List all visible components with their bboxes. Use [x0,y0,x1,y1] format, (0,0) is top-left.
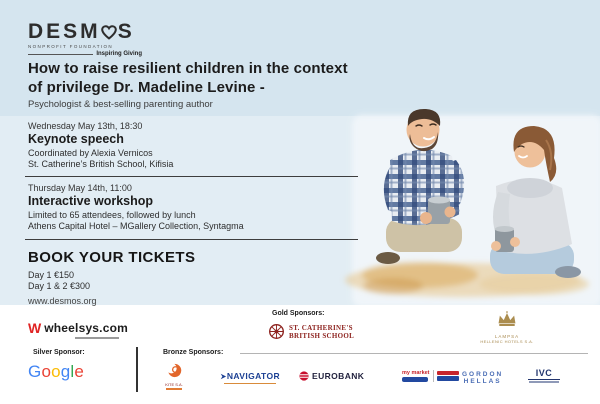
keynote-detail-1: Coordinated by Alexia Vernicos [28,148,153,158]
my-market-subtext-bar-blue [437,376,459,381]
workshop-title: Interactive workshop [28,194,154,208]
logo-text-end: S [117,20,135,43]
workshop-detail-1: Limited to 65 attendees, followed by lunch [28,210,196,220]
logo-tagline: NONPROFIT FOUNDATION [28,44,114,49]
footer-vertical-divider [136,347,138,392]
eurobank-logo [299,371,364,381]
wheelsys-logo [28,320,128,336]
speaker-subtitle: Psychologist & best-selling parenting author [28,99,213,110]
keynote-title: Keynote speech [28,132,124,146]
logo-slogan: Inspiring Giving [96,51,142,57]
father-son-illustration [338,100,600,305]
my-market-divider [433,370,434,382]
bronze-divider-rule [240,353,588,354]
gold-sponsors-label: Gold Sponsors: [272,310,325,317]
keynote-detail-2: St. Catherine’s British School, Kifisia [28,159,174,169]
eurobank-text: EUROBANK [312,371,365,381]
my-market-badge [402,377,428,382]
section-divider-2 [25,239,358,240]
navigator-arrow-icon [220,372,227,381]
crown-icon [494,311,520,328]
title-line-1: How to raise resilient children in the context [28,60,348,77]
logo-text-start: DESM [28,20,101,43]
page-title [28,59,348,97]
kite-subtext-bar [166,388,182,390]
ivc-logo [527,369,561,383]
silver-sponsor-label: Silver Sponsor: [33,349,85,356]
wheelsys-text: wheelsys.com [44,321,128,335]
lampsa-line2: HELLENIC HOTELS S.A. [480,339,534,344]
my-market-subtext-bar-red [437,371,459,375]
navigator-text: NAVIGATOR [226,371,280,381]
website-link[interactable]: www.desmos.org [28,296,97,306]
kite-text: KITE S.A. [165,382,183,387]
lampsa-logo [478,311,536,344]
gordon-hellas-logo [462,371,503,385]
my-market-text: my market [402,370,430,376]
ivc-subtext-bar [529,381,559,383]
price-day12: Day 1 & 2 €300 [28,281,91,291]
lampsa-line1: LAMPSA [494,334,520,339]
wheelsys-w-icon: W [28,320,42,336]
st-catherines-logo [268,323,354,340]
section-divider-1 [25,176,358,177]
st-catherines-line1: ST. CATHERINE'S [289,323,353,332]
kite-logo [163,363,185,390]
my-market-logo [402,370,459,382]
kite-crescent-icon [167,363,182,378]
desmos-wordmark [28,21,148,43]
st-catherines-line2: BRITISH SCHOOL [289,331,355,340]
navigator-logo [220,371,280,384]
desmos-logo [28,21,148,57]
heart-icon [101,25,117,40]
catherine-wheel-icon [268,323,285,340]
price-day1: Day 1 €150 [28,270,75,280]
ivc-text: IVC [535,368,553,378]
book-tickets-heading: BOOK YOUR TICKETS [28,249,196,266]
title-line-2: of privilege Dr. Madeline Levine - [28,79,265,96]
navigator-subtext-bar [224,383,276,385]
logo-rule [28,54,93,55]
wheelsys-subtext-bar [75,337,119,339]
workshop-datetime: Thursday May 14th, 11:00 [28,183,132,193]
ivc-rule [528,379,560,380]
gordon-line2: HELLAS [463,378,502,385]
google-logo: Google [28,362,85,381]
bronze-sponsors-label: Bronze Sponsors: [163,349,224,356]
workshop-detail-2: Athens Capital Hotel – MGallery Collection, Syntagma [28,221,244,231]
keynote-datetime: Wednesday May 13th, 18:30 [28,121,143,131]
eurobank-icon [299,371,309,381]
gordon-line1: GORDON [462,371,504,378]
